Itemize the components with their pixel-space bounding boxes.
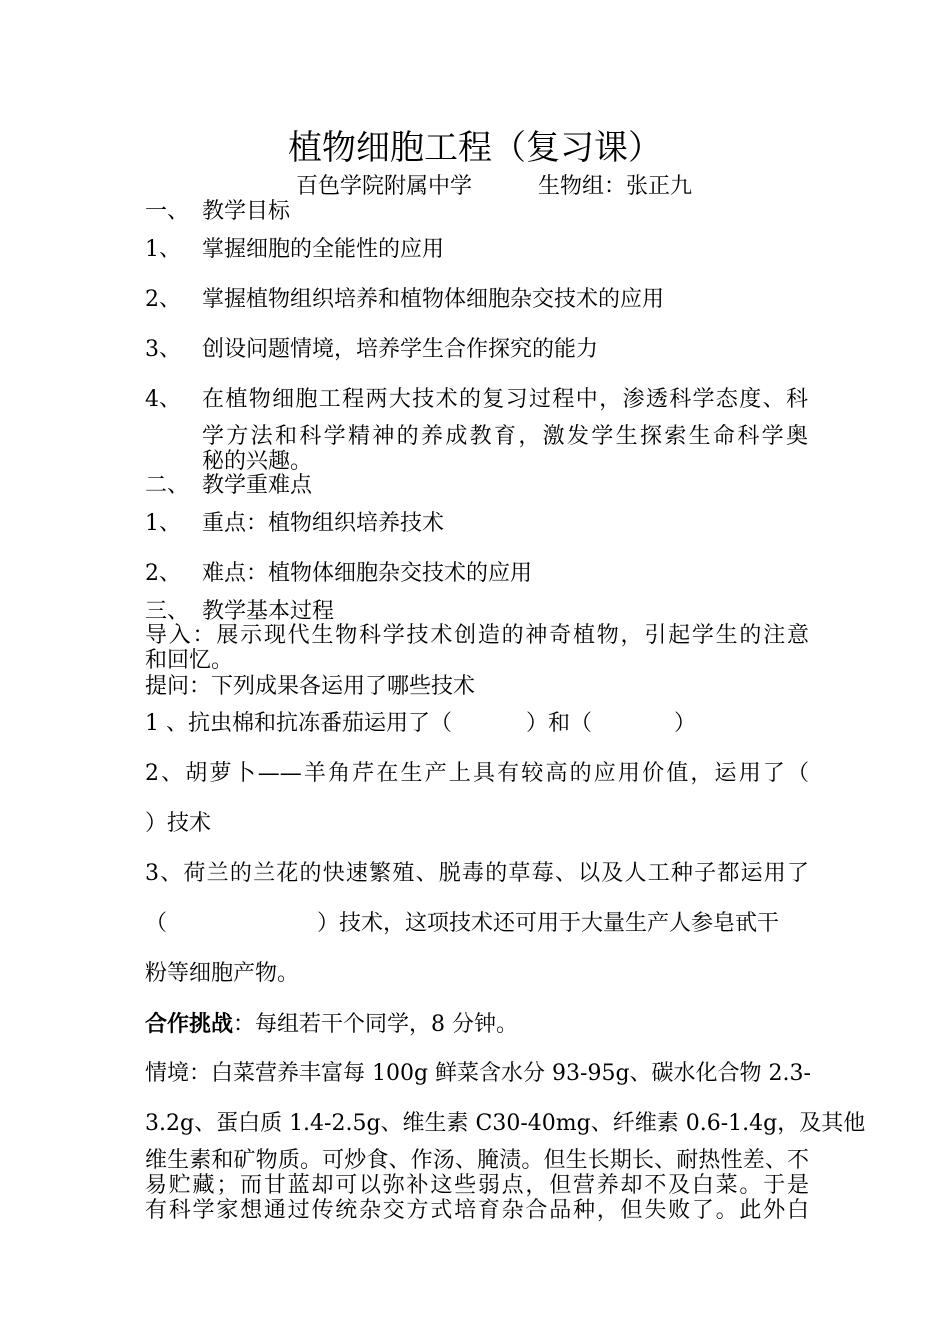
- context-paragraph: 维生素和矿物质。可炒食、作汤、腌渍。但生长期长、耐热性差、不: [145, 1148, 809, 1173]
- list-item-text: 学方法和科学精神的养成教育，激发学生探索生命科学奥: [202, 424, 808, 449]
- list-item-text: 在植物细胞工程两大技术的复习过程中，渗透科学态度、科: [202, 387, 808, 412]
- question-1: 1 、抗虫棉和抗冻番茄运用了（ ）和（ ）: [145, 711, 697, 736]
- context-paragraph: 情境：白菜营养丰富每 100g 鲜菜含水分 93-95g、碳水化合物 2.3-: [145, 1061, 811, 1086]
- school-name: 百色学院附属中学: [296, 174, 473, 199]
- context-paragraph: 易贮藏；而甘蓝却可以弥补这些弱点，但营养却不及白菜。于是: [145, 1173, 809, 1198]
- question-2: 2、胡萝卜——羊角芹在生产上具有较高的应用价值，运用了（: [145, 761, 809, 786]
- challenge-line: 合作挑战：每组若干个同学，8 分钟。: [145, 1011, 519, 1037]
- question-3: （ ）技术，这项技术还可用于大量生产人参皂甙干: [145, 911, 780, 936]
- intro-paragraph: 导入：展示现代生物科学技术创造的神奇植物，引起学生的注意: [145, 623, 809, 648]
- context-paragraph: 3.2g、蛋白质 1.4-2.5g、维生素 C30-40mg、纤维素 0.6-1.4g，及其他: [145, 1111, 866, 1136]
- challenge-label: 合作挑战: [145, 1011, 234, 1037]
- document-title: 植物细胞工程（复习课）: [288, 128, 662, 168]
- question-3: 粉等细胞产物。: [145, 961, 300, 986]
- list-item-text: 秘的兴趣。: [202, 449, 313, 474]
- question-prompt: 提问：下列成果各运用了哪些技术: [145, 674, 476, 699]
- author-line: [296, 174, 692, 200]
- question-2: ）技术: [145, 811, 212, 836]
- question-3: 3、荷兰的兰花的快速繁殖、脱毒的草莓、以及人工种子都运用了: [145, 861, 809, 886]
- group-author: 生物组：张正九: [538, 174, 693, 199]
- context-paragraph: 有科学家想通过传统杂交方式培育杂合品种，但失败了。此外白: [145, 1198, 809, 1223]
- intro-paragraph: 和回忆。: [145, 648, 234, 673]
- document-page: 植物细胞工程（复习课） 百色学院附属中学 生物组：张正九 一、 教学目标 1、 掌握细胞的全能性的应用 2、 掌握植物组织培养和植物体细胞杂交技术的应用 3、 创设问题情境，培养学生合作探究的能力 4、 在植物细胞工程两大技术的复习过程中，渗透科学态度、科 学方法和科学精神的养成教育，激发学生探索生命科学奥 秘的兴趣。 二、 教学重难点 1、 重点：植物组织培养技术 2、 难点：植物体细胞杂交技术的应用 三、 教学基本过程 导入：展示现代生物科学技术创造的神奇植物，引起学生的注意 和回忆。 提问：下列成果各运用了哪些技术 1 、抗虫棉和抗冻番茄运用了（ ）和（ ） 2、胡萝卜——羊角芹在生产上具有较高的应用价值，运用了（ ）技术 3、荷兰的兰花的快速繁殖、脱毒的草莓、以及人工种子都运用了 （ ）技术，这项技术还可用于大量生产人参皂甙干 粉等细胞产物。 合作挑战：每组若干个同学，8 分钟。 情境：白菜营养丰富每 100g 鲜菜含水分 93-95g、碳水化合物 2.3- 3.2g、蛋白质 1.4-2.5g、维生素 C30-40mg、纤维素 0.6-1.4g，及其他 维生素和矿物质。可炒食、作汤、腌渍。但生长期长、耐热性差、不 易贮藏；而甘蓝却可以弥补这些弱点，但营养却不及白菜。于是 有科学家想通过传统杂交方式培育杂合品种，但失败了。此外白: [0, 0, 950, 1344]
